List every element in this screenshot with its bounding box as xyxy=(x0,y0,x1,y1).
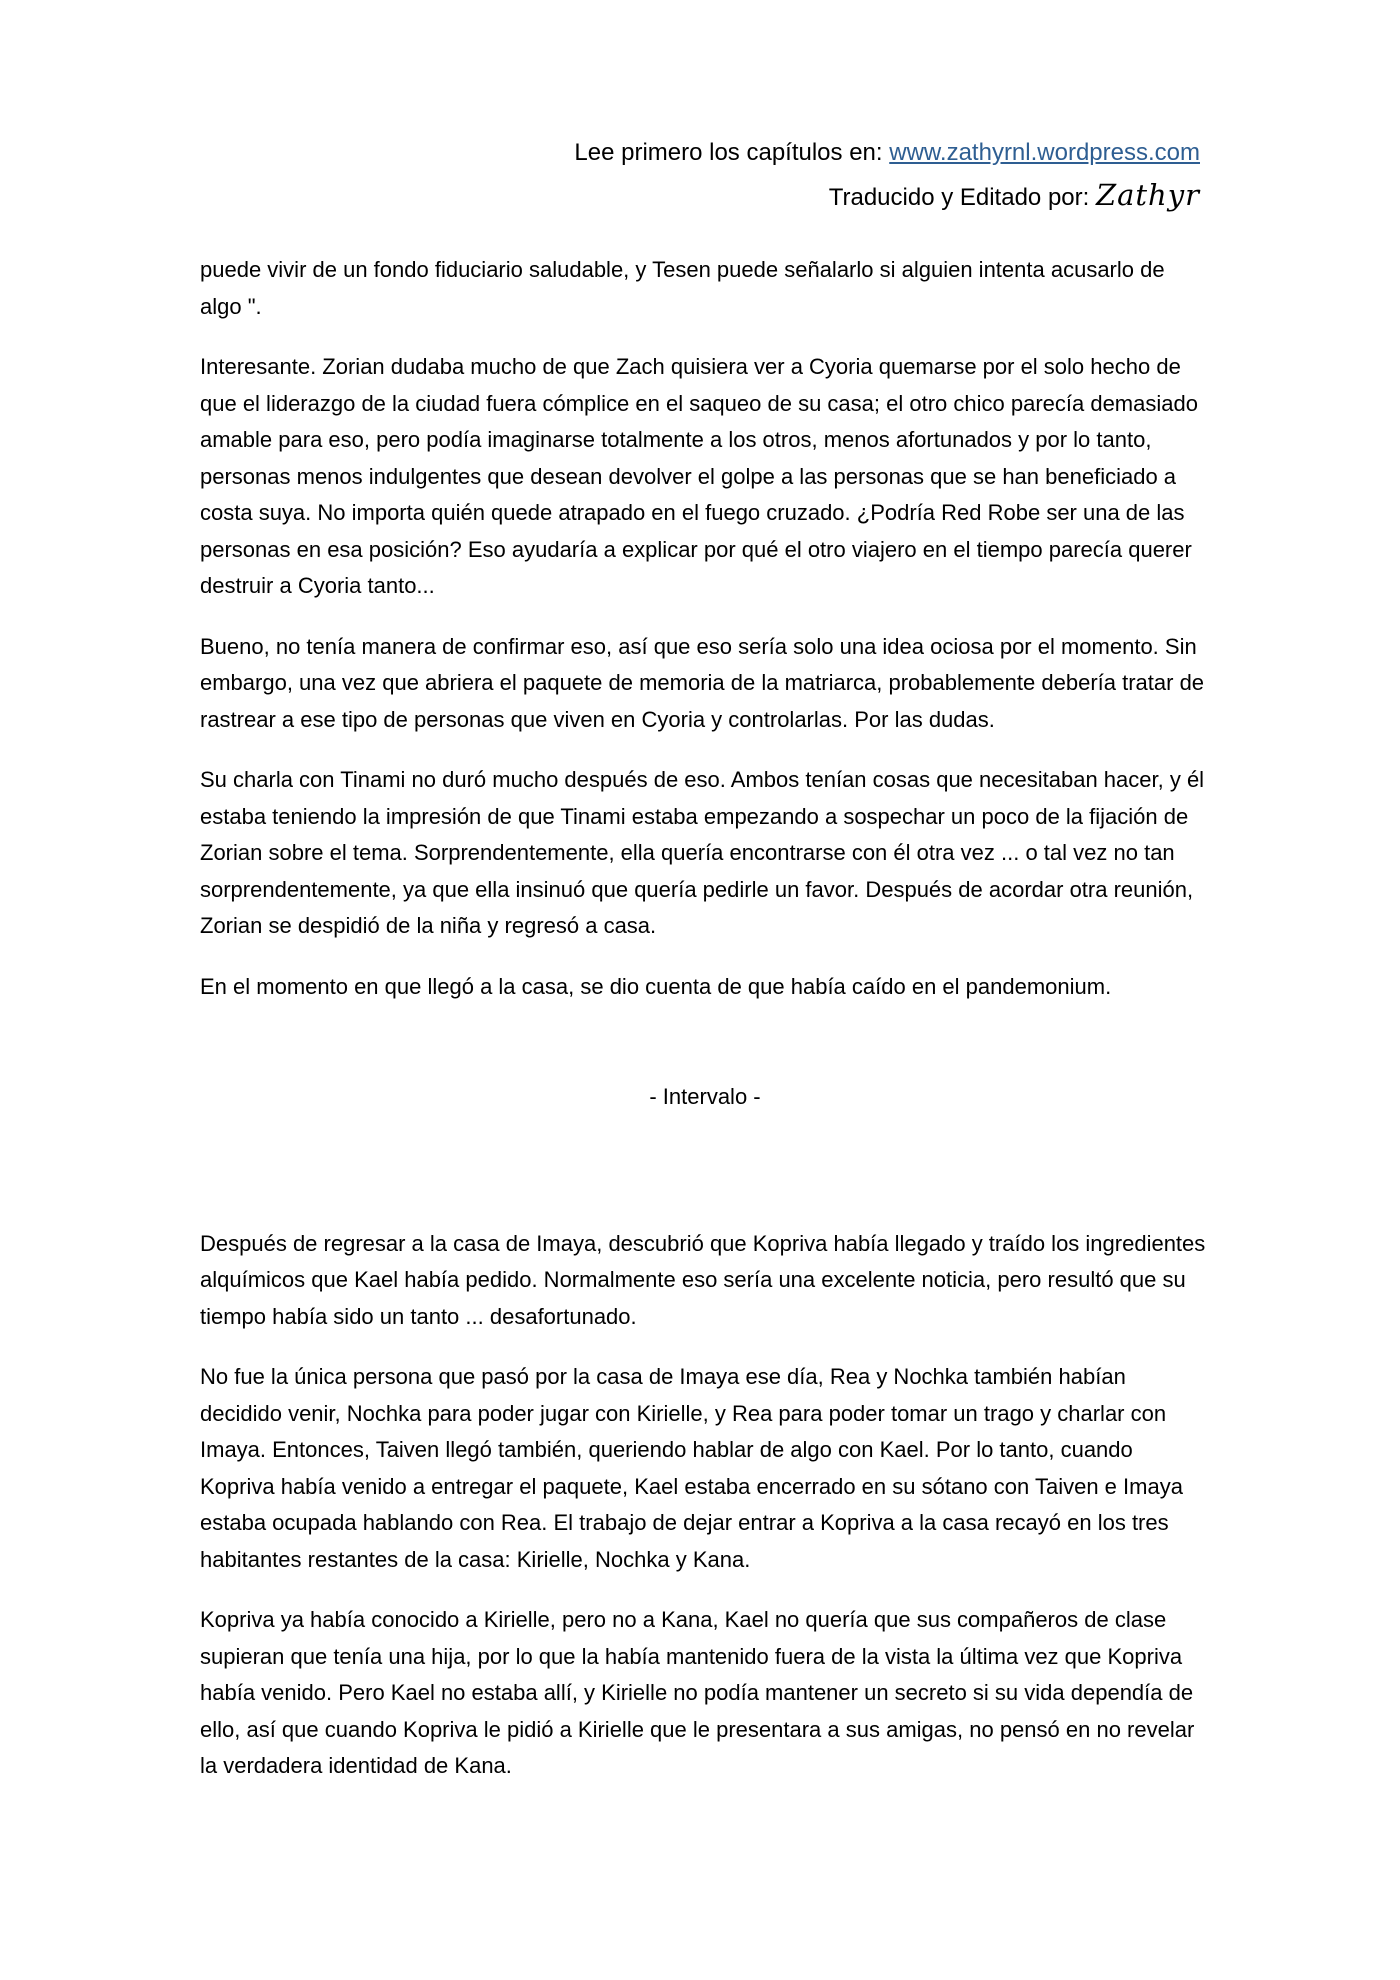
section-separator: - Intervalo - xyxy=(649,1084,761,1109)
paragraph: No fue la única persona que pasó por la casa de Imaya ese día, Rea y Nochka también habían decidido venir, Nochka para poder jugar con Kirielle, y Rea para poder tomar un trago y charlar con Imaya. Entonces, Taiven llegó también, queriendo hablar de algo con Kael. Por lo tanto, cuando Kopriva había venido a entregar el paquete, Kael estaba encerrado en su sótano con Taiven e Imaya estaba ocupada hablando con Rea. El trabajo de dejar entrar a Kopriva a la casa recayó en los tres habitantes restantes de la casa: Kirielle, Nochka y Kana. xyxy=(200,1364,1183,1572)
credit-line xyxy=(574,174,1200,219)
credit-label: Traducido y Editado por: xyxy=(828,184,1096,211)
paragraph: Bueno, no tenía manera de confirmar eso, así que eso sería solo una idea ociosa por el momento. Sin embargo, una vez que abriera el paquete de memoria de la matriarca, probablemente debería tratar de rastrear a ese tipo de personas que viven en Cyoria y controlarlas. Por las dudas. xyxy=(200,633,1205,732)
paragraph: Después de regresar a la casa de Imaya, descubrió que Kopriva había llegado y traído los ingredientes alquímicos que Kael había pedido. Normalmente eso sería una excelente noticia, pero resultó que su tiempo había sido un tanto ... desafortunado. xyxy=(200,1230,1206,1329)
paragraph: Su charla con Tinami no duró mucho después de eso. Ambos tenían cosas que necesitaban hacer, y él estaba teniendo la impresión de que Tinami estaba empezando a sospechar un poco de la fijación de Zorian sobre el tema. Sorprendentemente, ella quería encontrarse con él otra vez ... o tal vez no tan sorprendentemente, ya que ella insinuó que quería pedirle un favor. Después de acordar otra reunión, Zorian se despidió de la niña y regresó a casa. xyxy=(200,767,1205,938)
paragraph: puede vivir de un fondo fiduciario saludable, y Tesen puede señalarlo si alguien intenta acusarlo de algo ". xyxy=(200,257,1165,319)
paragraph: Kopriva ya había conocido a Kirielle, pero no a Kana, Kael no quería que sus compañeros de clase supieran que tenía una hija, por lo que la había mantenido fuera de la vista la última vez que Kopriva había venido. Pero Kael no estaba allí, y Kirielle no podía mantener un secreto si su vida dependía de ello, así que cuando Kopriva le pidió a Kirielle que le presentara a sus amigas, no pensó en no revelar la verdadera identidad de Kana. xyxy=(200,1607,1195,1778)
document-body xyxy=(200,252,1210,1809)
page-header xyxy=(574,132,1200,219)
read-first-line xyxy=(574,132,1200,174)
paragraph: Interesante. Zorian dudaba mucho de que Zach quisiera ver a Cyoria quemarse por el solo hecho de que el liderazgo de la ciudad fuera cómplice en el saqueo de su casa; el otro chico parecía demasiado amable para eso, pero podía imaginarse totalmente a los otros, menos afortunados y por lo tanto, personas menos indulgentes que desean devolver el golpe a las personas que se han beneficiado a costa suya. No importa quién quede atrapado en el fuego cruzado. ¿Podría Red Robe ser una de las personas en esa posición? Eso ayudaría a explicar por qué el otro viajero en el tiempo parecía querer destruir a Cyoria tanto... xyxy=(200,354,1198,598)
paragraph: En el momento en que llegó a la casa, se dio cuenta de que había caído en el pandemonium. xyxy=(200,973,1112,999)
read-first-label: Lee primero los capítulos en: xyxy=(574,139,890,166)
translator-signature: Zathyr xyxy=(1095,178,1200,212)
site-link[interactable]: www.zathyrnl.wordpress.com xyxy=(889,139,1200,166)
